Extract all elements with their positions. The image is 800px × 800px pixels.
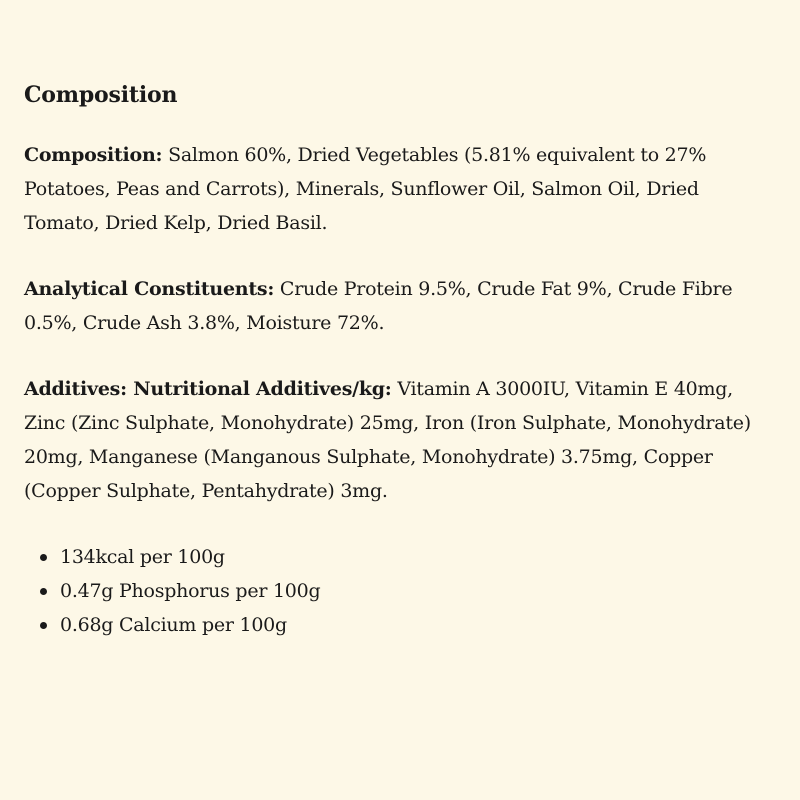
composition-label: Composition: bbox=[24, 144, 163, 166]
section-heading: Composition bbox=[24, 82, 178, 108]
list-item bbox=[38, 540, 776, 574]
analytical-constituents-paragraph bbox=[24, 272, 776, 340]
bullet-icon bbox=[40, 554, 47, 561]
analytical-constituents-label: Analytical Constituents: bbox=[24, 278, 275, 300]
list-item-text: 0.68g Calcium per 100g bbox=[60, 614, 287, 636]
bullet-icon bbox=[40, 622, 47, 629]
bullet-icon bbox=[40, 588, 47, 595]
composition-text: Salmon 60%, Dried Vegetables (5.81% equivalent to 27% Potatoes, Peas and Carrots), Minerals, Sunflower Oil, Salmon Oil, Dried Tomato, Dried Kelp, Dried Basil. bbox=[24, 144, 707, 234]
additives-label: Additives: Nutritional Additives/kg: bbox=[24, 378, 392, 400]
nutrition-list bbox=[24, 540, 776, 642]
list-item-text: 134kcal per 100g bbox=[60, 546, 225, 568]
additives-text: Vitamin A 3000IU, Vitamin E 40mg, Zinc (Zinc Sulphate, Monohydrate) 25mg, Iron (Iron Sulphate, Monohydrate) 20mg, Manganese (Manganous Sulphate, Monohydrate) 3.75mg, Copper (Copper Sulphate, Pentahydrate) 3mg. bbox=[24, 378, 751, 502]
composition-panel bbox=[24, 78, 776, 642]
additives-paragraph bbox=[24, 372, 776, 508]
list-item-text: 0.47g Phosphorus per 100g bbox=[60, 580, 321, 602]
composition-paragraph bbox=[24, 138, 776, 240]
list-item bbox=[38, 608, 776, 642]
analytical-constituents-text: Crude Protein 9.5%, Crude Fat 9%, Crude Fibre 0.5%, Crude Ash 3.8%, Moisture 72%. bbox=[24, 278, 733, 334]
list-item bbox=[38, 574, 776, 608]
